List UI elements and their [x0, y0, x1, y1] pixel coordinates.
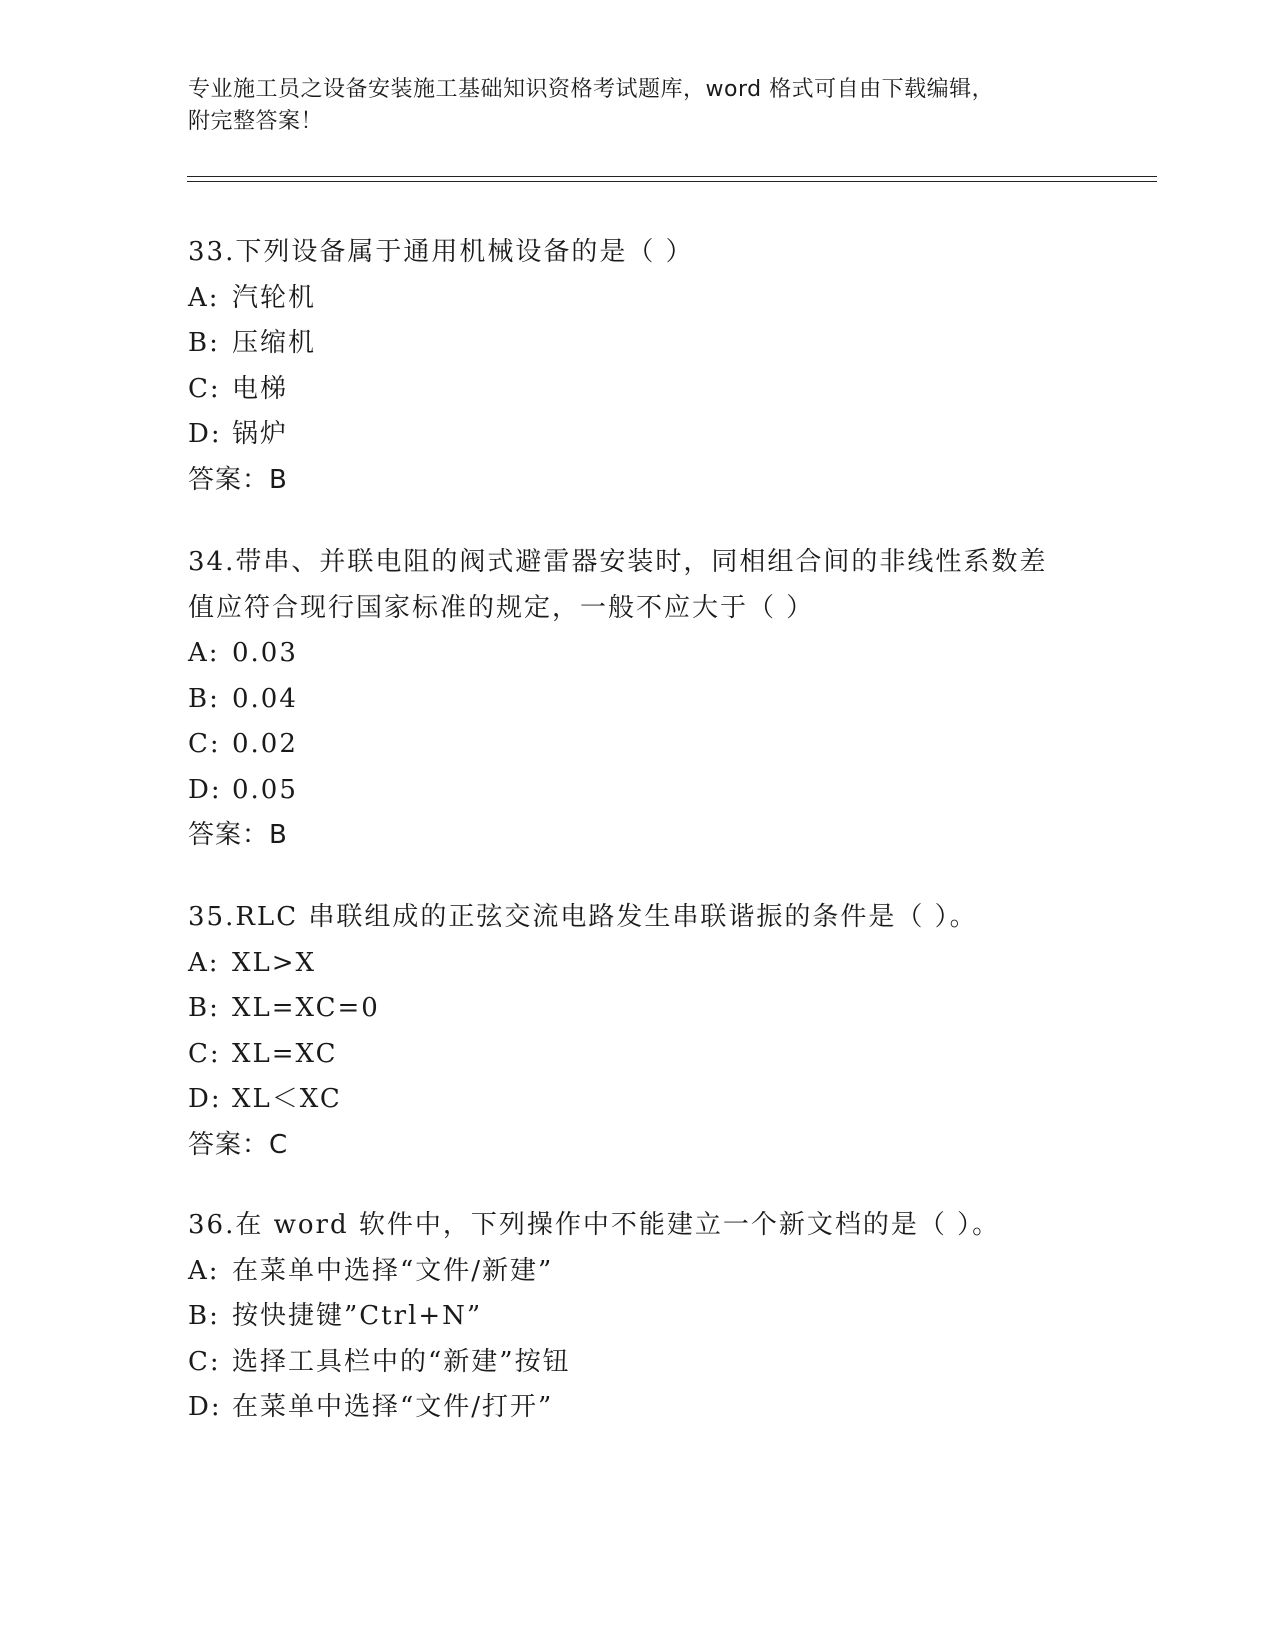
answer-label: 答案： [188, 820, 270, 850]
option-b [188, 986, 1108, 1032]
document-header [188, 74, 1068, 138]
option-c [188, 1032, 1108, 1078]
answer [188, 813, 1108, 859]
option-letter: A: [188, 947, 220, 978]
header-line-1: 专业施工员之设备安装施工基础知识资格考试题库，word 格式可自由下载编辑， [188, 77, 995, 102]
option-text: 按快捷键”Ctrl+N” [232, 1301, 483, 1331]
answer [188, 458, 1108, 504]
header-line-2: 附完整答案！ [188, 109, 324, 134]
option-b [188, 677, 1108, 723]
option-letter: D: [188, 419, 222, 449]
option-letter: A: [188, 638, 220, 668]
option-letter: B: [188, 328, 220, 358]
option-d [188, 1385, 1108, 1431]
option-text: XL>X [232, 947, 317, 978]
question-34 [188, 540, 1108, 859]
option-letter: D: [188, 1084, 222, 1114]
question-33 [188, 230, 1108, 503]
option-d [188, 412, 1108, 458]
answer-label: 答案： [188, 1129, 270, 1160]
option-a [188, 276, 1108, 322]
answer [188, 1123, 1108, 1169]
question-text: 35.RLC 串联组成的正弦交流电路发生串联谐振的条件是（ ）。 [188, 902, 978, 932]
option-text: 选择工具栏中的“新建”按钮 [232, 1346, 571, 1377]
option-text: 0.02 [232, 729, 298, 759]
option-letter: D: [188, 774, 222, 805]
option-c [188, 722, 1108, 768]
option-letter: B: [188, 993, 220, 1023]
option-text: 压缩机 [232, 328, 317, 358]
option-text: 汽轮机 [232, 282, 317, 313]
option-text: 0.04 [232, 683, 298, 714]
option-b [188, 321, 1108, 367]
option-letter: C: [188, 373, 221, 404]
header-rule-bottom [187, 181, 1157, 182]
option-text: XL＜XC [232, 1084, 342, 1114]
question-36 [188, 1203, 1108, 1431]
option-c [188, 1340, 1108, 1386]
option-letter: A: [188, 1255, 220, 1286]
option-text: 0.03 [232, 638, 298, 668]
answer-label: 答案： [188, 464, 270, 495]
option-text: 锅炉 [232, 419, 289, 449]
question-35 [188, 895, 1108, 1168]
answer-value: B [269, 464, 288, 495]
question-text-cont: 值应符合现行国家标准的规定，一般不应大于（ ） [188, 592, 815, 623]
question-text: 36.在 word 软件中，下列操作中不能建立一个新文档的是（ ）。 [188, 1210, 1001, 1240]
option-letter: B: [188, 1301, 220, 1331]
option-c [188, 367, 1108, 413]
option-letter: C: [188, 1346, 221, 1377]
option-letter: C: [188, 729, 221, 759]
option-a [188, 631, 1108, 677]
option-text: 在菜单中选择“文件/新建” [232, 1255, 554, 1286]
option-d [188, 768, 1108, 814]
option-text: 电梯 [232, 373, 289, 404]
option-b [188, 1294, 1108, 1340]
option-letter: C: [188, 1038, 221, 1069]
answer-value: B [269, 820, 288, 850]
option-letter: A: [188, 282, 220, 313]
answer-value: C [269, 1129, 289, 1160]
option-a [188, 1249, 1108, 1295]
option-d [188, 1077, 1108, 1123]
option-letter: D: [188, 1392, 222, 1422]
question-text: 33.下列设备属于通用机械设备的是（ ） [188, 237, 694, 267]
option-text: 0.05 [232, 774, 298, 805]
option-text: XL=XC [232, 1038, 338, 1069]
option-letter: B: [188, 683, 220, 714]
header-rule-top [187, 176, 1157, 177]
option-text: XL=XC=0 [232, 993, 380, 1023]
option-a [188, 941, 1108, 987]
option-text: 在菜单中选择“文件/打开” [232, 1392, 554, 1422]
question-text: 34.带串、并联电阻的阀式避雷器安装时，同相组合间的非线性系数差 [188, 547, 1048, 577]
